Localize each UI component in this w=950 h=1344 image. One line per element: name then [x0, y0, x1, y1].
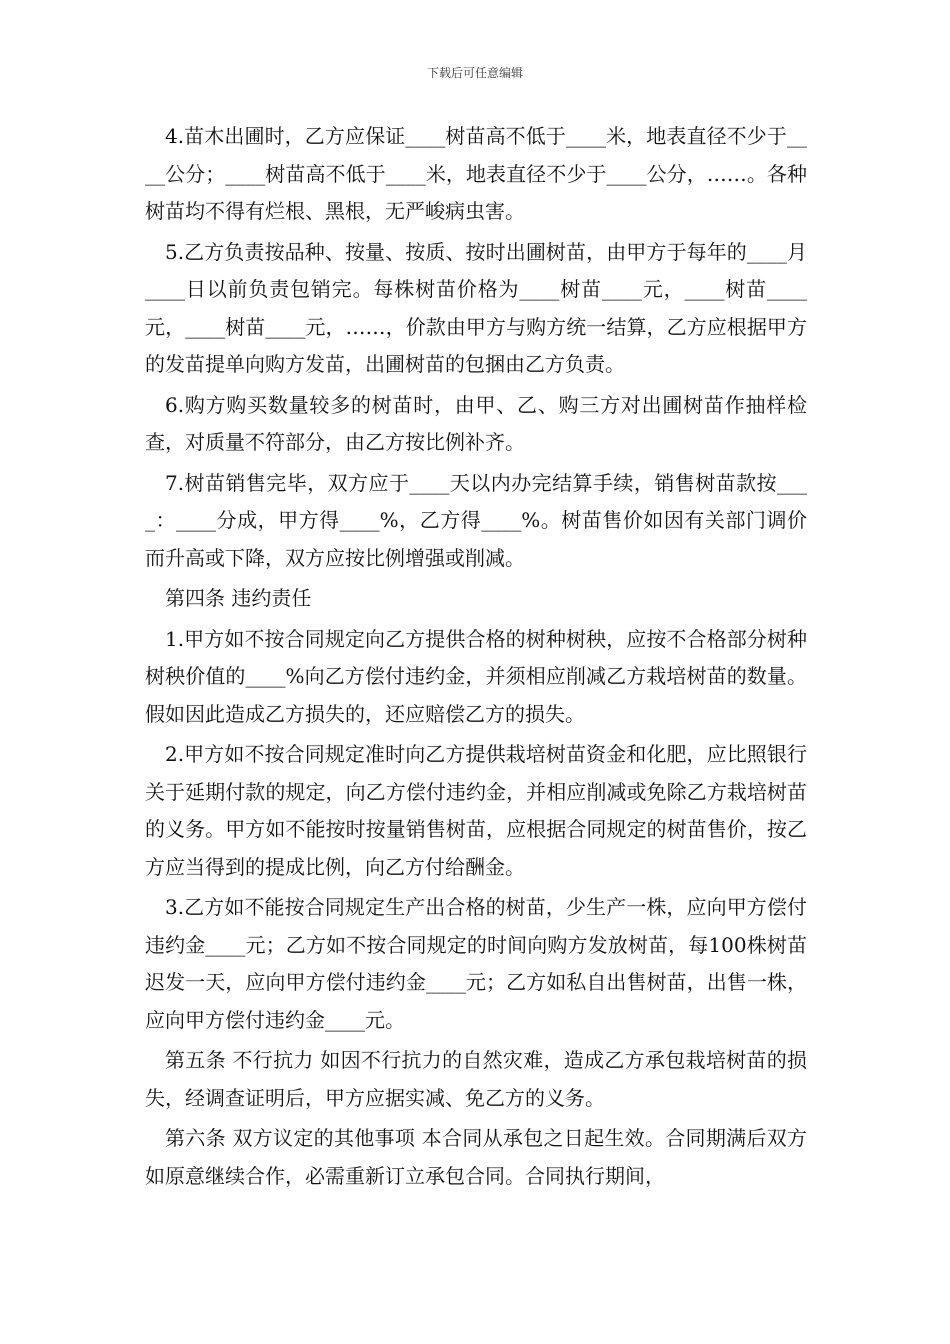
document-body	[145, 118, 807, 1198]
article-4-item-3: 3.乙方如不能按合同规定生产出合格的树苗，少生产一株，应向甲方偿付违约金____元；乙方如不按合同规定的时间向购方发放树苗，每100株树苗迟发一天，应向甲方偿付违约金____元；乙方如私自出售树苗，出售一株，应向甲方偿付违约金____元。	[145, 895, 807, 1032]
clause-7-settlement: 7.树苗销售完毕，双方应于____天以内办完结算手续，销售树苗款按____：____分成，甲方得____%，乙方得____%。树苗售价如因有关部门调价而升高或下降，双方应按比例增强或削减。	[145, 470, 807, 570]
article-5-force-majeure: 第五条 不行抗力 如因不行抗力的自然灾难，造成乙方承包栽培树苗的损失，经调查证明后，甲方应据实减、免乙方的义务。	[145, 1048, 807, 1110]
article-4-heading: 第四条 违约责任	[165, 586, 312, 610]
clause-5-sales-and-pricing: 5.乙方负责按品种、按量、按质、按时出圃树苗，由甲方于每年的____月____日以前负责包销完。每株树苗价格为____树苗____元，____树苗____元，____树苗____元，……，价款由甲方与购方统一结算，乙方应根据甲方的发苗提单向购方发苗，出圃树苗的包捆由乙方负责。	[145, 239, 807, 376]
clause-6-sampling-inspection: 6.购方购买数量较多的树苗时，由甲、乙、购三方对出圃树苗作抽样检查，对质量不符部分，由乙方按比例补齐。	[145, 392, 807, 454]
page-header: 下载后可任意编辑	[426, 66, 523, 80]
clause-4-seedling-standard: 4.苗木出圃时，乙方应保证____树苗高不低于____米，地表直径不少于____公分；____树苗高不低于____米，地表直径不少于____公分，……。各种树苗均不得有烂根、黑根，无严峻病虫害。	[145, 124, 807, 223]
article-4-item-1: 1.甲方如不按合同规定向乙方提供合格的树种树秧，应按不合格部分树种树秧价值的____%向乙方偿付违约金，并须相应削减乙方栽培树苗的数量。假如因此造成乙方损失的，还应赔偿乙方的损失。	[145, 626, 807, 726]
article-6-other-matters: 第六条 双方议定的其他事项 本合同从承包之日起生效。合同期满后双方如原意继续合作，必需重新订立承包合同。合同执行期间，	[145, 1126, 807, 1188]
article-4-item-2: 2.甲方如不按合同规定准时向乙方提供栽培树苗资金和化肥，应比照银行关于延期付款的规定，向乙方偿付违约金，并相应削减或免除乙方栽培树苗的义务。甲方如不能按时按量销售树苗，应根据合同规定的树苗售价，按乙方应当得到的提成比例，向乙方付给酬金。	[145, 742, 807, 879]
